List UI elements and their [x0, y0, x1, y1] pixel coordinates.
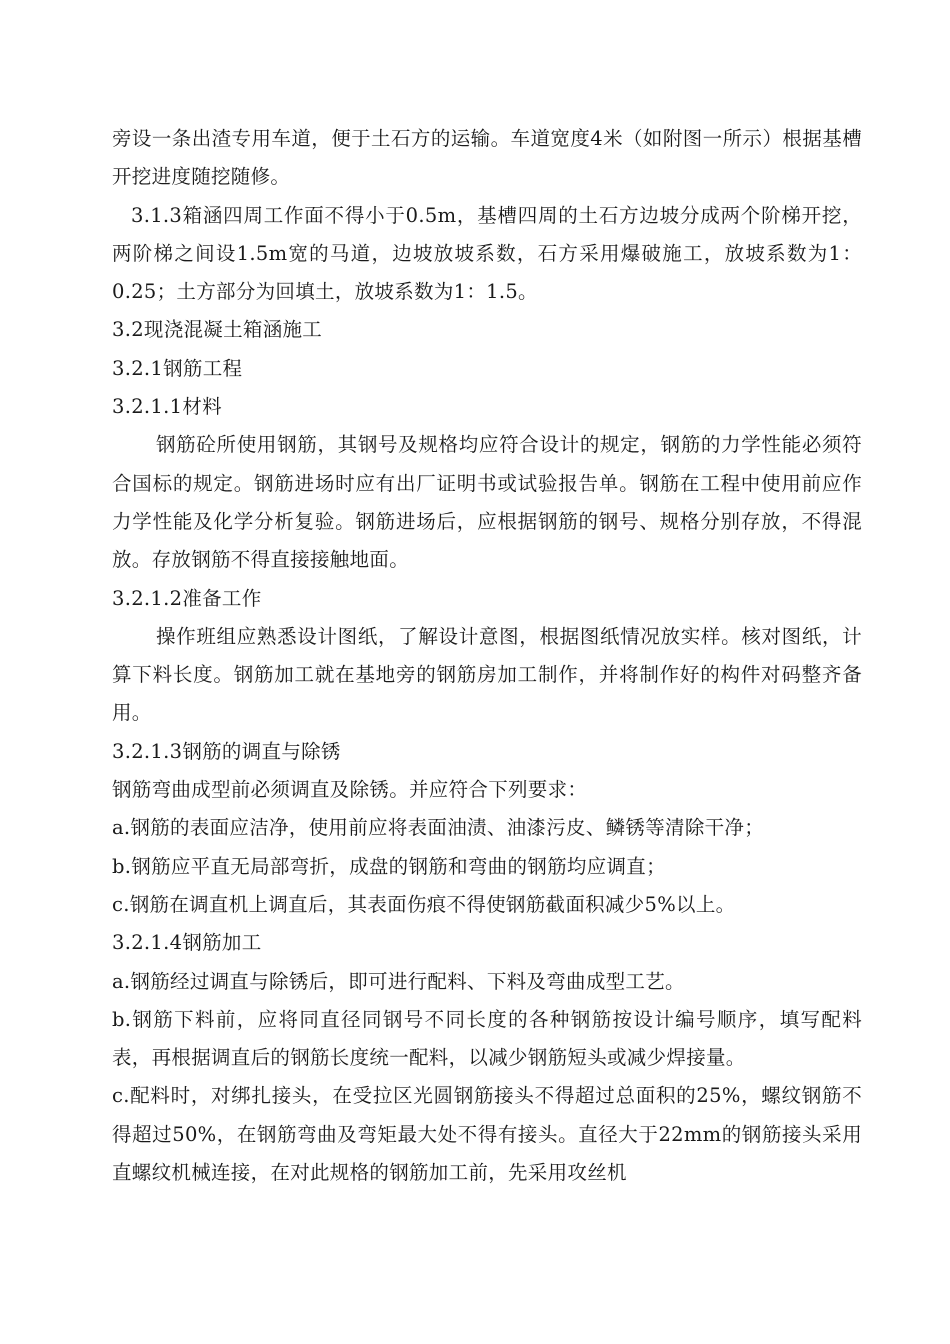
heading-3-2-1-4: 3.2.1.4钢筋加工: [112, 931, 262, 955]
document-body: [112, 120, 862, 1192]
paragraph-preparation: 操作班组应熟悉设计图纸，了解设计意图，根据图纸情况放实样。核对图纸，计算下料长度。钢筋加工就在基地旁的钢筋房加工制作，并将制作好的构件对码整齐备用。: [112, 624, 862, 725]
paragraph-3-1-3: 3.1.3箱涵四周工作面不得小于0.5m，基槽四周的土石方边坡分成两个阶梯开挖，两阶梯之间设1.5m宽的马道，边坡放坡系数，石方采用爆破施工，放坡系数为1：0.25；土方部分为回填土，放坡系数为1：1.5。: [112, 203, 862, 304]
heading-3-2-1-3: 3.2.1.3钢筋的调直与除锈: [112, 739, 341, 763]
paragraph-road: 旁设一条出渣专用车道，便于土石方的运输。车道宽度4米（如附图一所示）根据基槽开挖进度随挖随修。: [112, 127, 862, 189]
list-item-b: b.钢筋应平直无局部弯折，成盘的钢筋和弯曲的钢筋均应调直；: [112, 854, 666, 878]
heading-3-2: 3.2现浇混凝土箱涵施工: [112, 318, 323, 342]
processing-item-a: a.钢筋经过调直与除锈后，即可进行配料、下料及弯曲成型工艺。: [112, 969, 685, 993]
heading-3-2-1-2: 3.2.1.2准备工作: [112, 586, 262, 610]
paragraph-straighten-intro: 钢筋弯曲成型前必须调直及除锈。并应符合下列要求：: [112, 778, 588, 802]
heading-3-2-1-1: 3.2.1.1材料: [112, 395, 222, 419]
heading-3-2-1: 3.2.1钢筋工程: [112, 356, 243, 380]
paragraph-materials: 钢筋砼所使用钢筋，其钢号及规格均应符合设计的规定，钢筋的力学性能必须符合国标的规定。钢筋进场时应有出厂证明书或试验报告单。钢筋在工程中使用前应作力学性能及化学分析复验。钢筋进场后，应根据钢筋的钢号、规格分别存放，不得混放。存放钢筋不得直接接触地面。: [112, 433, 862, 572]
list-item-c: c.钢筋在调直机上调直后，其表面伤痕不得使钢筋截面积减少5%以上。: [112, 892, 736, 916]
processing-item-c: c.配料时，对绑扎接头，在受拉区光圆钢筋接头不得超过总面积的25%，螺纹钢筋不得超过50%，在钢筋弯曲及弯矩最大处不得有接头。直径大于22mm的钢筋接头采用直螺纹机械连接，在对此规格的钢筋加工前，先采用攻丝机: [112, 1084, 862, 1185]
list-item-a: a.钢筋的表面应洁净，使用前应将表面油渍、油漆污皮、鳞锈等清除干净；: [112, 816, 765, 840]
processing-item-b: b.钢筋下料前，应将同直径同钢号不同长度的各种钢筋按设计编号顺序，填写配料表，再根据调直后的钢筋长度统一配料，以减少钢筋短头或减少焊接量。: [112, 1007, 862, 1070]
